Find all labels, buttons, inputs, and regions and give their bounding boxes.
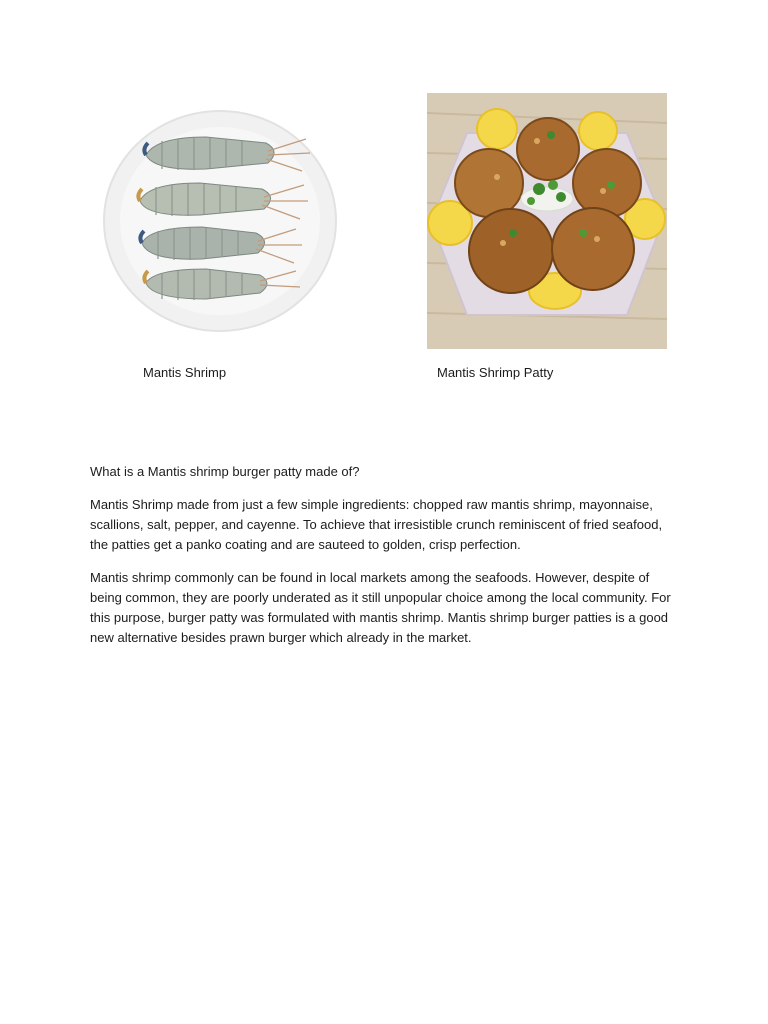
article-body <box>90 462 682 661</box>
mantis-shrimp-patty-illustration <box>427 93 667 349</box>
mantis-shrimp-patty-image <box>427 93 667 349</box>
mantis-shrimp-image <box>96 93 340 349</box>
article-paragraph-ingredients: Mantis Shrimp made from just a few simple ingredients: chopped raw mantis shrimp, mayonnaise, scallions, salt, pepper, and cayenne. To achieve that irresistible crunch reminiscent of fried seafood, the patties get a panko coating and are sauteed to golden, crisp perfection. <box>90 497 663 552</box>
mantis-shrimp-patty-caption: Mantis Shrimp Patty <box>437 365 554 380</box>
mantis-shrimp-caption: Mantis Shrimp <box>143 365 227 380</box>
article-paragraph-purpose: Mantis shrimp commonly can be found in local markets among the seafoods. However, despite of being common, they are poorly underated as it still unpopular choice among the local community. For this purpose, burger patty was formulated with mantis shrimp. Mantis shrimp burger patties is a good new alternative besides prawn burger which already in the market. <box>90 570 671 645</box>
article-question: What is a Mantis shrimp burger patty made of? <box>90 464 360 479</box>
mantis-shrimp-illustration <box>96 93 340 349</box>
